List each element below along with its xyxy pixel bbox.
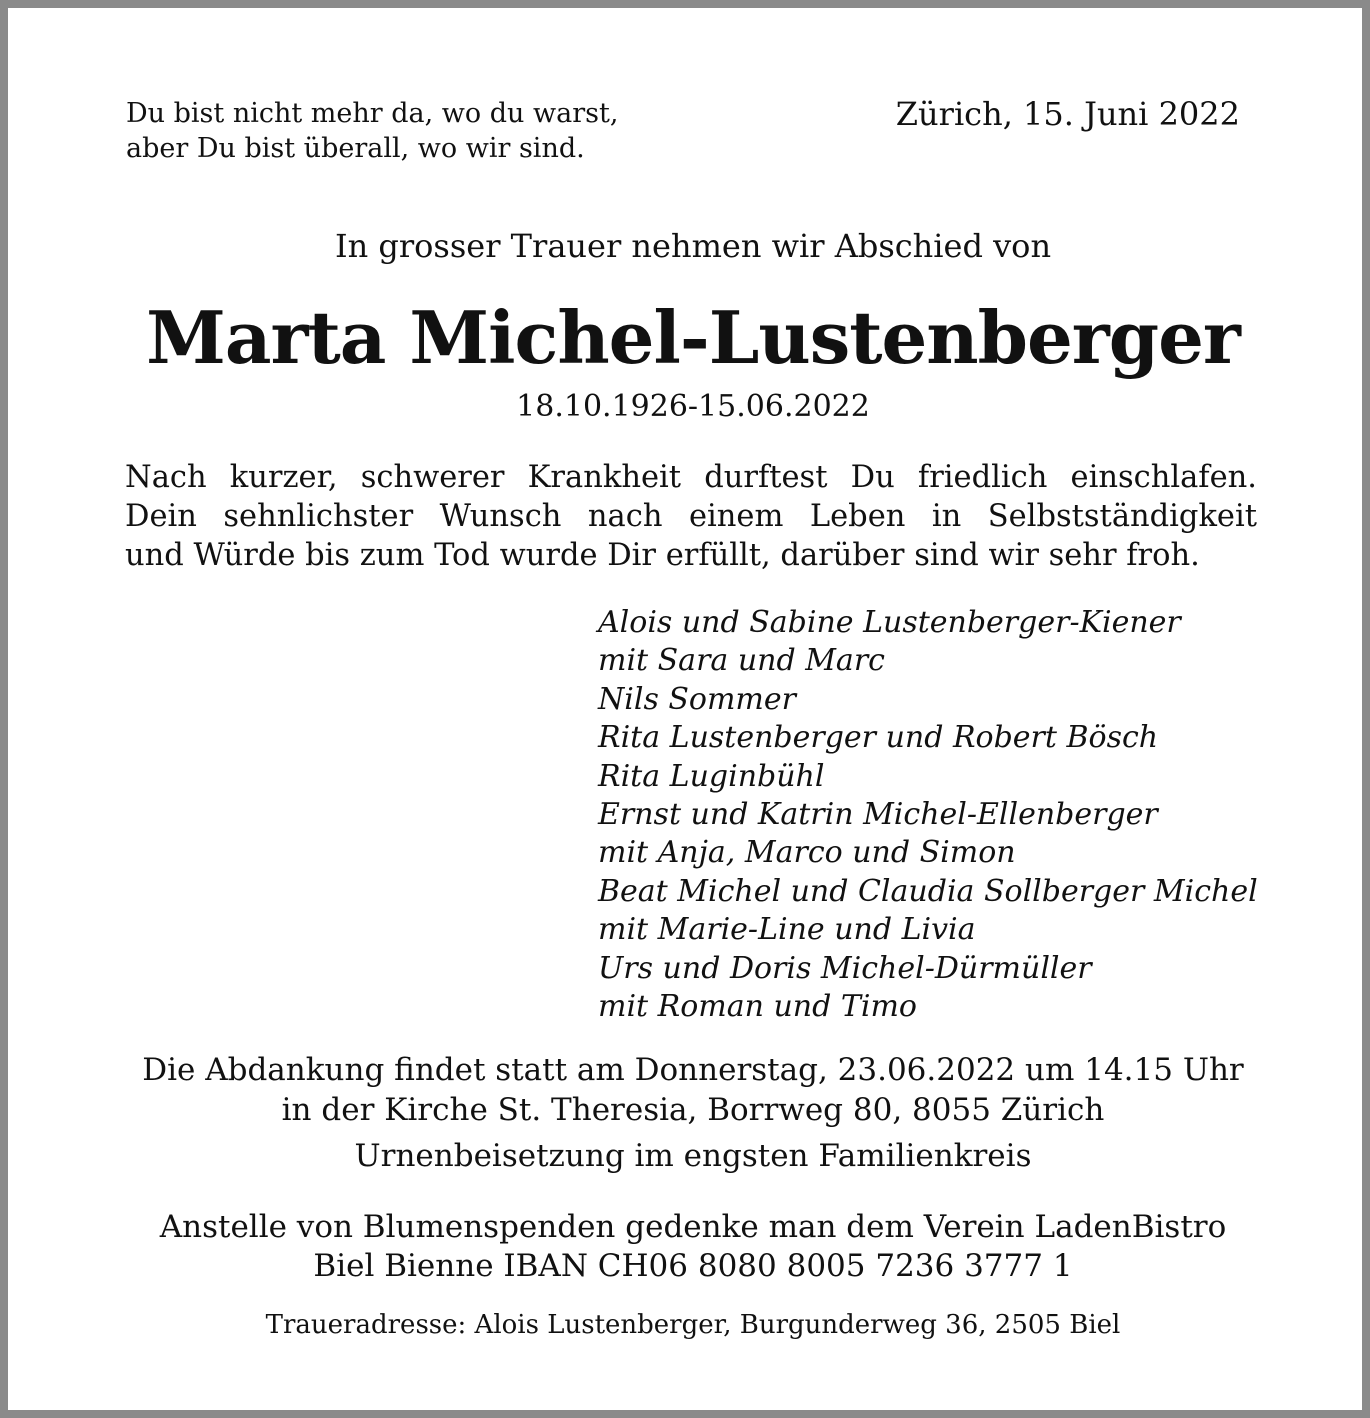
mourner-line: Rita Luginbühl	[598, 758, 825, 794]
ceremony-line-1: Die Abdankung findet statt am Donnerstag, 23.06.2022 um 14.15 Uhr	[142, 1052, 1244, 1088]
motto-line-2: aber Du bist überall, wo wir sind.	[126, 133, 585, 164]
mourner-line: Nils Sommer	[598, 681, 796, 717]
mourner-line: mit Sara und Marc	[598, 643, 885, 679]
message-line-3: und Würde bis zum Tod wurde Dir erfüllt, darüber sind wir sehr froh.	[125, 538, 1200, 573]
farewell-message	[125, 458, 1257, 575]
mourners-list	[598, 604, 1258, 1026]
donation-line-2: Biel Bienne IBAN CH06 8080 8005 7236 3777 1	[313, 1248, 1073, 1284]
donation-line-1: Anstelle von Blumenspenden gedenke man dem Verein LadenBistro	[159, 1209, 1227, 1245]
mourner-line: Rita Lustenberger und Robert Bösch	[598, 720, 1159, 756]
ceremony-line-2: in der Kirche St. Theresia, Borrweg 80, 8055 Zürich	[281, 1092, 1105, 1128]
motto-line-1: Du bist nicht mehr da, wo du warst,	[126, 98, 619, 129]
deceased-name: Marta Michel-Lustenberger	[146, 295, 1240, 380]
mourner-line: Urs und Doris Michel-Dürmüller	[598, 950, 1092, 986]
motto-quote	[126, 96, 618, 166]
donation-info	[8, 1208, 1370, 1286]
ceremony-info	[8, 1050, 1370, 1176]
life-dates: 18.10.1926-15.06.2022	[516, 389, 870, 424]
burial-note: Urnenbeisetzung im engsten Familienkreis	[354, 1138, 1032, 1174]
place-date: Zürich, 15. Juni 2022	[895, 95, 1240, 133]
mourning-address: Traueradresse: Alois Lustenberger, Burgunderweg 36, 2505 Biel	[265, 1310, 1121, 1340]
mourner-line: Alois und Sabine Lustenberger-Kiener	[598, 605, 1181, 640]
message-line-1: Nach kurzer, schwerer Krankheit durftest Du friedlich einschlafen.	[125, 460, 1257, 495]
mourner-line: mit Marie-Line und Livia	[598, 912, 976, 948]
intro-text: In grosser Trauer nehmen wir Abschied von	[334, 227, 1052, 265]
mourner-line: Ernst und Katrin Michel-Ellenberger	[598, 797, 1158, 833]
mourner-line: mit Anja, Marco und Simon	[598, 835, 1016, 871]
message-line-2: Dein sehnlichster Wunsch nach einem Leben in Selbstständigkeit	[125, 499, 1257, 534]
mourner-line: Beat Michel und Claudia Sollberger Michel	[598, 873, 1258, 909]
mourner-line: mit Roman und Timo	[598, 989, 917, 1025]
